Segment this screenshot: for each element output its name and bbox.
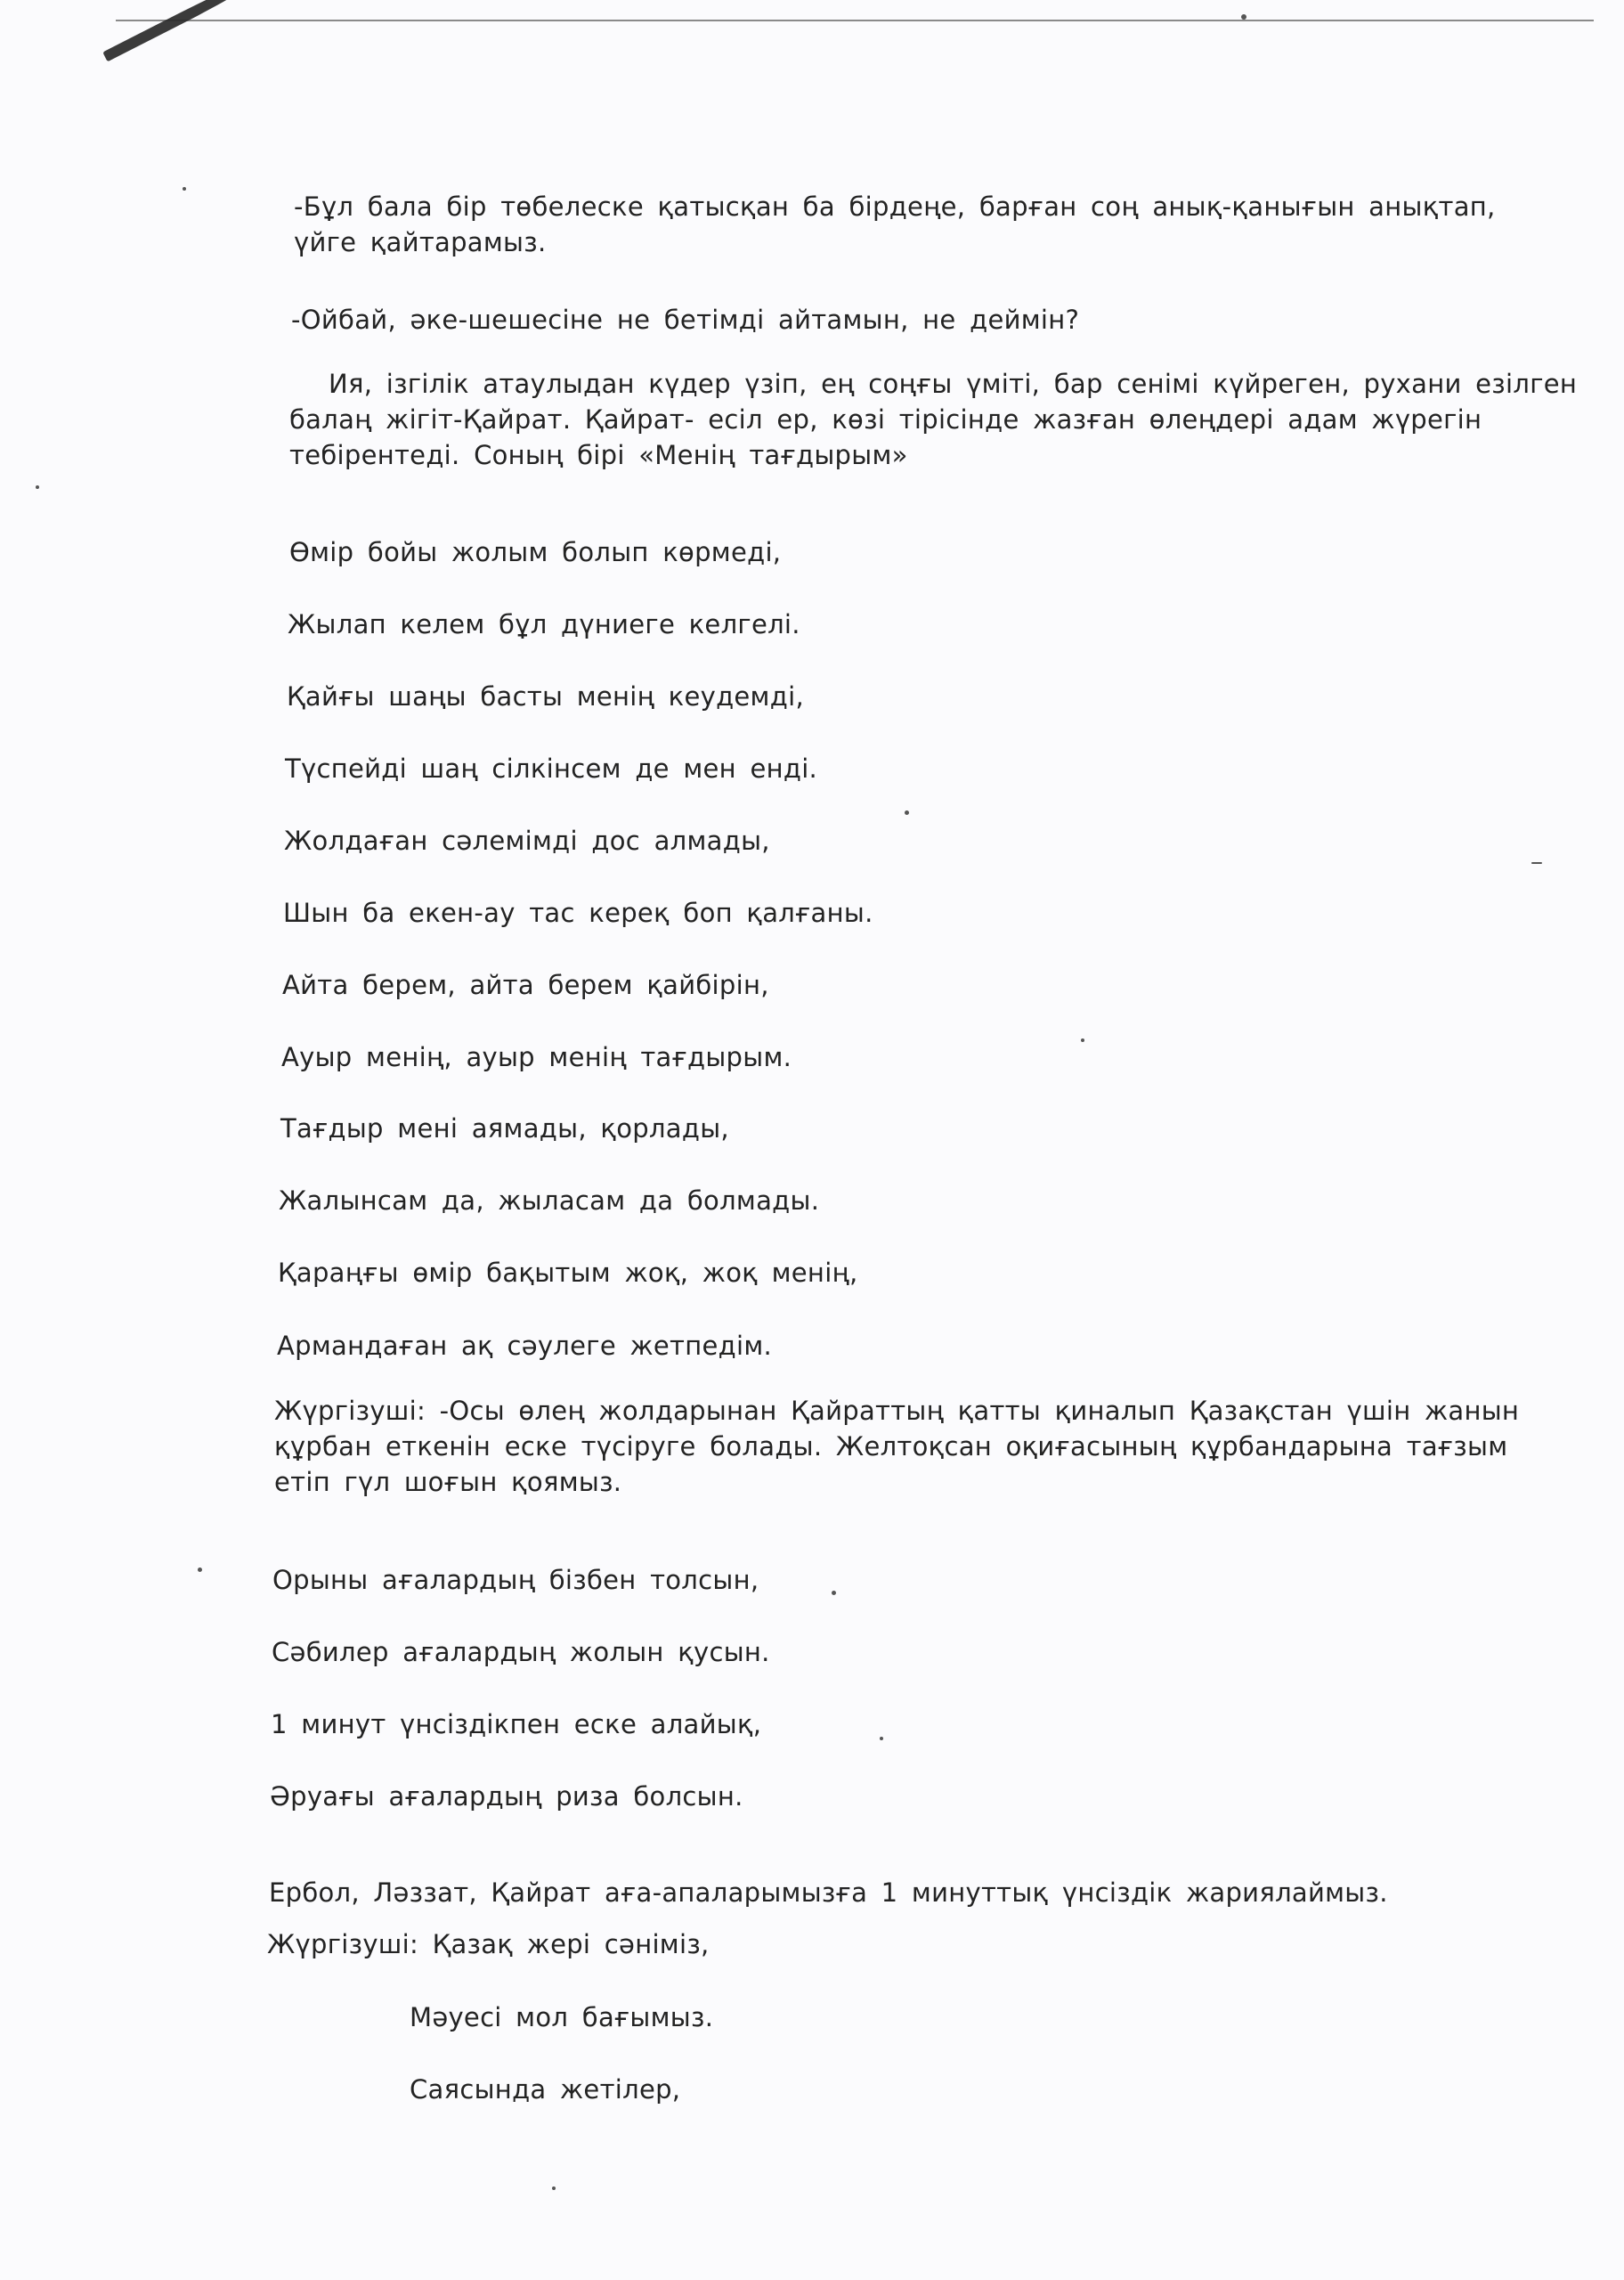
host-remark-paragraph (274, 1393, 1520, 1500)
tribute-verse-line: 1 минут үнсіздікпен еске алайық, (271, 1709, 762, 1739)
scan-speck (1531, 862, 1542, 864)
text-line: балаң жігіт-Қайрат. Қайрат- есіл ер, көзі тірісінде жазған өлеңдері адам жүрегін (289, 404, 1482, 435)
poem-line: Түспейді шаң сілкінсем де мен енді. (285, 753, 818, 784)
text-line: Жүргізуші: -Осы өлең жолдарынан Қайраттың қатты қиналып Қазақстан үшін жанын (274, 1396, 1520, 1426)
scan-speck (36, 485, 39, 489)
poem-line: Шын ба екен-ау тас кереқ боп қалғаны. (283, 898, 873, 928)
poem-line: Айта берем, айта берем қайбірін, (282, 970, 769, 1000)
scan-speck (198, 1568, 202, 1572)
poem-line: Тағдыр мені аямады, қорлады, (280, 1113, 729, 1144)
poem-line: Өмір бойы жолым болып көрмеді, (289, 537, 782, 567)
closing-indented-line: Саясында жетілер, (410, 2074, 681, 2105)
scan-speck (905, 810, 909, 815)
text-line: Ия, ізгілік атаулыдан күдер үзіп, ең соңғы үміті, бар сенімі күйреген, рухани езілген (329, 369, 1578, 399)
tribute-verse-line: Сәбилер ағалардың жолын қусын. (272, 1637, 770, 1667)
poem-line: Қараңғы өмір бақытым жоқ, жоқ менің, (278, 1258, 858, 1288)
scan-speck (880, 1737, 883, 1740)
dialogue-line-exclamation: -Ойбай, әке-шешесіне не бетімді айтамын, не деймін? (291, 305, 1080, 335)
scan-speck (183, 187, 186, 191)
silence-announcement: Ербол, Ләззат, Қайрат аға-апаларымызға 1 минуттық үнсіздік жариялаймыз. (269, 1877, 1388, 1908)
scan-speck (1241, 14, 1246, 20)
text-line: құрбан еткенін еске түсіруге болады. Желтоқсан оқиғасының құрбандарына тағзым (274, 1431, 1508, 1462)
text-line: үйге қайтарамыз. (294, 227, 547, 257)
text-line: етіп гүл шоғын қоямыз. (274, 1467, 622, 1497)
text-line: тебірентеді. Соның бірі «Менің тағдырым» (289, 440, 908, 470)
poem-line: Армандаған ақ сәулеге жетпедім. (277, 1331, 773, 1361)
text-line: -Бұл бала бір төбелеске қатысқан ба бірдеңе, барған соң анық-қанығын анықтап, (294, 191, 1496, 222)
poem-line: Қайғы шаңы басты менің кеудемді, (287, 681, 804, 712)
poem-line: Жылап келем бұл дүниеге келгелі. (288, 609, 800, 639)
scan-speck (1081, 1038, 1084, 1042)
poem-line: Жолдаған сәлемімді дос алмады, (284, 826, 770, 856)
scan-smudge-mark (102, 0, 258, 61)
dialogue-line-police (294, 189, 1501, 260)
tribute-verse-line: Әруағы ағалардың риза болсын. (270, 1781, 743, 1812)
poem-line: Ауыр менің, ауыр менің тағдырым. (281, 1042, 792, 1072)
poem-line: Жалынсам да, жыласам да болмады. (279, 1185, 820, 1216)
closing-host-line: Жүргізуші: Қазақ жері сәніміз, (267, 1929, 710, 1959)
closing-indented-line: Мәуесі мол бағымыз. (410, 2002, 714, 2032)
intro-paragraph (289, 366, 1578, 473)
page-top-edge-line (116, 20, 1594, 21)
scan-speck (552, 2186, 556, 2190)
scan-speck (832, 1591, 836, 1595)
tribute-verse-line: Орыны ағалардың бізбен толсын, (272, 1565, 759, 1595)
